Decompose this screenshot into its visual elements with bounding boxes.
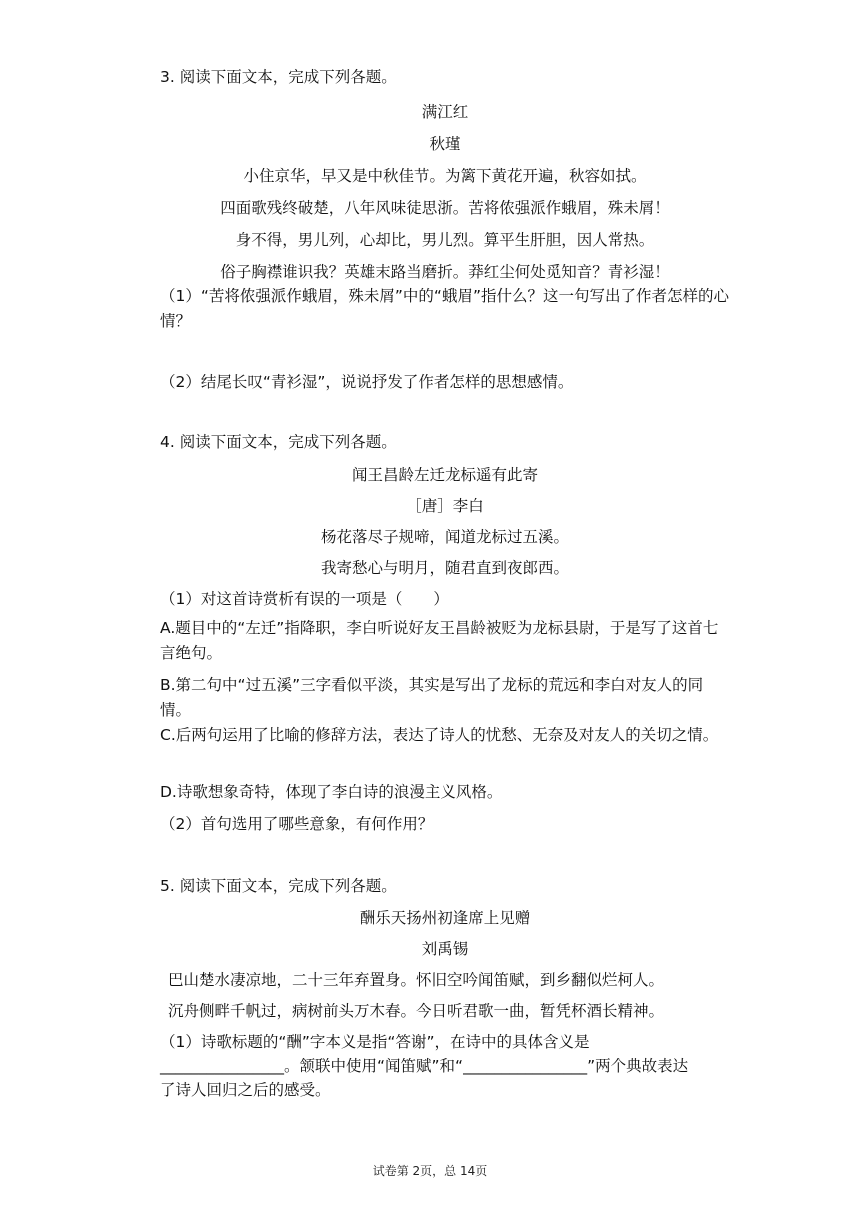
q5-heading: 5. 阅读下面文本，完成下列各题。 [160, 877, 397, 895]
q4-option-a: A.题目中的“左迁”指降职，李白听说好友王昌龄被贬为龙标县尉，于是写了这首七言绝句。 [160, 619, 719, 662]
q5-poem-author: 刘禹锡 [421, 940, 469, 958]
q4-poem-title: 闻王昌龄左迁龙标遥有此寄 [351, 466, 538, 484]
q3-poem-author: 秋瑾 [429, 135, 461, 153]
q4-option-c: C.后两句运用了比喻的修辞方法，表达了诗人的忧愁、无奈及对友人的关切之情。 [160, 726, 719, 744]
q4-poem-line: 我寄愁心与明月，随君直到夜郎西。 [320, 559, 569, 577]
q3-poem-line: 小住京华，早又是中秋佳节。为篱下黄花开遍，秋容如拭。 [243, 167, 647, 185]
q4-subquestion-2: （2）首句选用了哪些意象，有何作用？ [160, 815, 434, 833]
q5-poem-line: 巴山楚水凄凉地，二十三年弃置身。怀旧空吟闻笛赋，到乡翻似烂柯人。 [168, 971, 665, 989]
q4-option-d: D.诗歌想象奇特，体现了李白诗的浪漫主义风格。 [160, 783, 503, 801]
q3-poem-title: 满江红 [421, 103, 469, 121]
q3-poem-line: 身不得，男儿列，心却比，男儿烈。算平生肝胆，因人常热。 [235, 231, 655, 249]
page-footer: 试卷第 2页，总 14页 [372, 1164, 488, 1178]
q4-subquestion-1: （1）对这首诗赏析有误的一项是（ ） [160, 590, 449, 608]
q5-poem-line: 沉舟侧畔千帆过，病树前头万木春。今日听君歌一曲，暂凭杯酒长精神。 [168, 1002, 665, 1020]
q5-subquestion-1-line-3: 了诗人回归之后的感受。 [160, 1081, 331, 1099]
q5-subquestion-1-line-2: ________________。颔联中使用“闻笛赋”和“________________”两个典故表达 [160, 1057, 689, 1075]
q4-option-b: B.第二句中“过五溪”三字看似平淡，其实是写出了龙标的荒远和李白对友人的同情。 [160, 676, 704, 719]
q3-poem-line: 俗子胸襟谁识我？英雄末路当磨折。莽红尘何处觅知音？青衫湿！ [220, 263, 670, 281]
q4-heading: 4. 阅读下面文本，完成下列各题。 [160, 433, 397, 451]
q5-subquestion-1-line-1: （1）诗歌标题的“酬”字本义是指“答谢”，在诗中的具体含义是 [160, 1033, 590, 1051]
q4-poem-author: ［唐］李白 [406, 497, 484, 515]
q3-poem-line: 四面歌残终破楚，八年风味徒思浙。苦将侬强派作蛾眉，殊未屑！ [220, 199, 670, 217]
q3-subquestion-1: （1）“苦将侬强派作蛾眉，殊未屑”中的“蛾眉”指什么？这一句写出了作者怎样的心情？ [160, 287, 729, 330]
q4-poem-line: 杨花落尽子规啼，闻道龙标过五溪。 [320, 528, 569, 546]
q3-subquestion-2: （2）结尾长叹“青衫湿”，说说抒发了作者怎样的思想感情。 [160, 373, 574, 391]
q3-heading: 3. 阅读下面文本，完成下列各题。 [160, 68, 397, 86]
q5-poem-title: 酬乐天扬州初逢席上见赠 [359, 909, 531, 927]
